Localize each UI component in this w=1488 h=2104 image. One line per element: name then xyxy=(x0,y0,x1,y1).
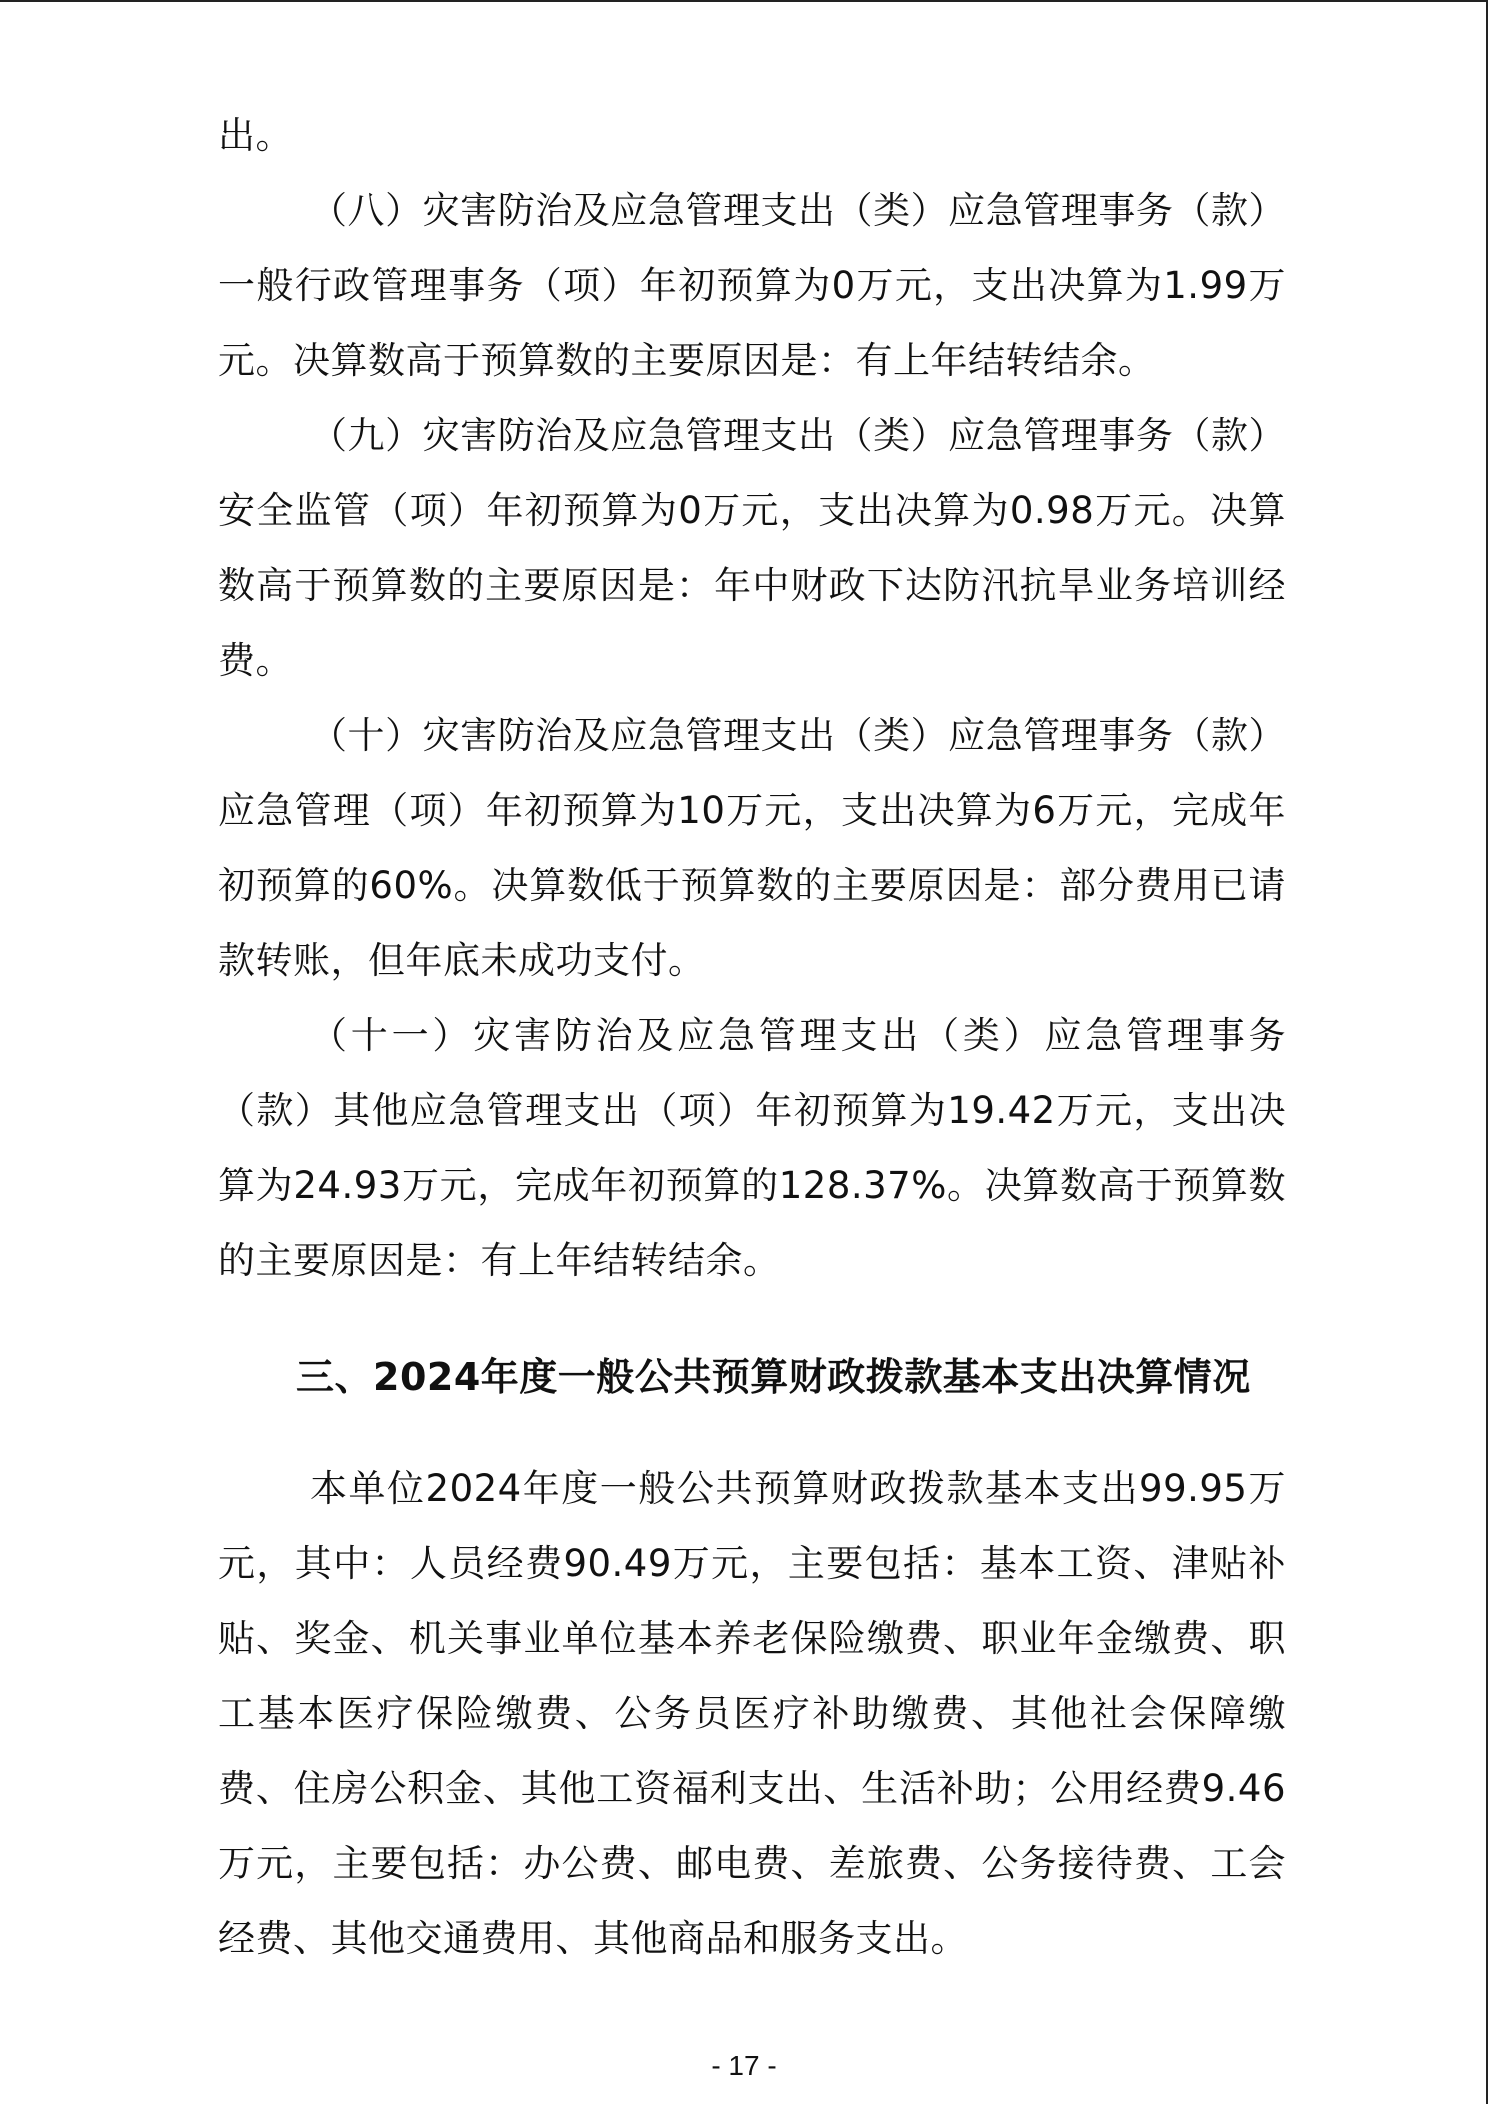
page-number: - 17 - xyxy=(711,2050,777,2081)
paragraph-item-11: （十一）灾害防治及应急管理支出（类）应急管理事务（款）其他应急管理支出（项）年初预算为19.42万元，支出决算为24.93万元，完成年初预算的128.37%。决算数高于预算数的主要原因是：有上年结转结余。 xyxy=(218,1014,1286,1282)
paragraph-item-10: （十）灾害防治及应急管理支出（类）应急管理事务（款）应急管理（项）年初预算为10万元，支出决算为6万元，完成年初预算的60%。决算数低于预算数的主要原因是：部分费用已请款转账，但年底未成功支付。 xyxy=(218,714,1286,982)
paragraph-basic-expenditure: 本单位2024年度一般公共预算财政拨款基本支出99.95万元，其中：人员经费90.49万元，主要包括：基本工资、津贴补贴、奖金、机关事业单位基本养老保险缴费、职业年金缴费、职工基本医疗保险缴费、公务员医疗补助缴费、其他社会保障缴费、住房公积金、其他工资福利支出、生活补助；公用经费9.46万元，主要包括：办公费、邮电费、差旅费、公务接待费、工会经费、其他交通费用、其他商品和服务支出。 xyxy=(218,1467,1286,1960)
section-heading: 三、2024年度一般公共预算财政拨款基本支出决算情况 xyxy=(296,1355,1251,1399)
paragraph-item-9: （九）灾害防治及应急管理支出（类）应急管理事务（款）安全监管（项）年初预算为0万元，支出决算为0.98万元。决算数高于预算数的主要原因是：年中财政下达防汛抗旱业务培训经费。 xyxy=(218,414,1286,682)
paragraph-item-8: （八）灾害防治及应急管理支出（类）应急管理事务（款）一般行政管理事务（项）年初预算为0万元，支出决算为1.99万元。决算数高于预算数的主要原因是：有上年结转结余。 xyxy=(218,189,1286,382)
page-content xyxy=(218,98,1286,1976)
paragraph-continuation: 出。 xyxy=(218,114,293,157)
